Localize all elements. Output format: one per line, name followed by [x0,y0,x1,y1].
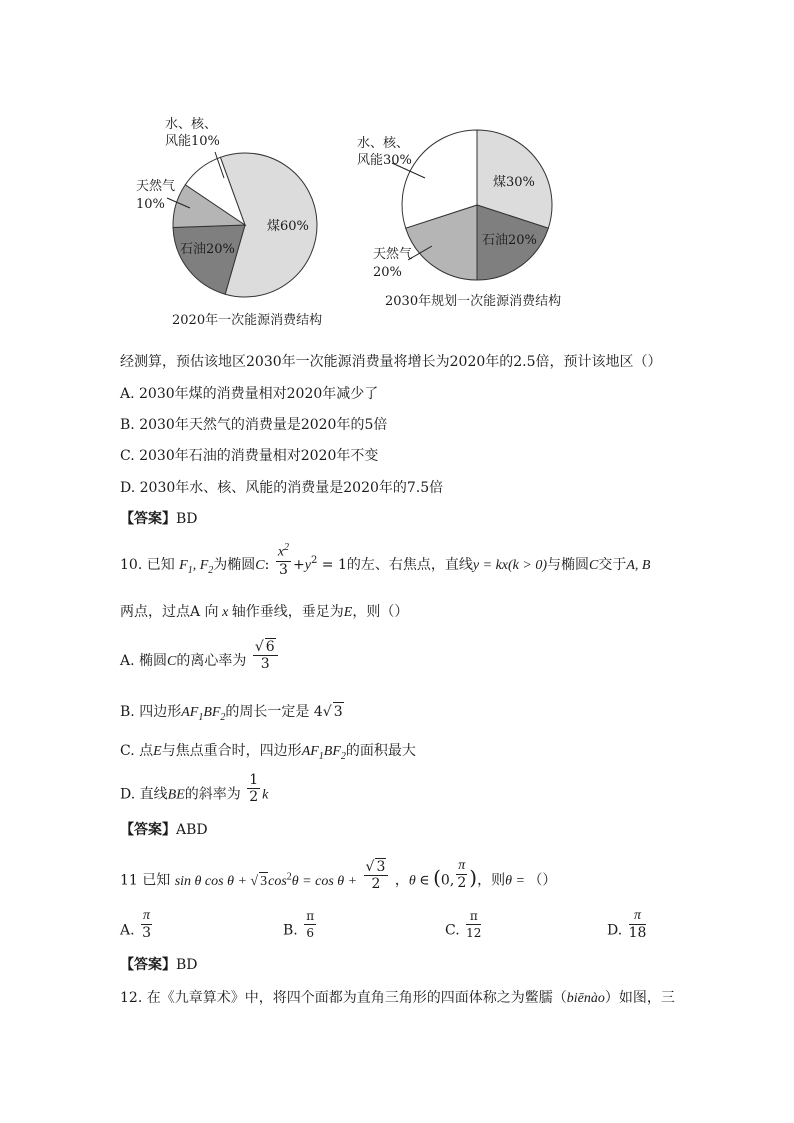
answer-tag: 【答案】 [120,957,176,973]
q12-text-end: ）如图，三 [604,990,675,1006]
caption-2020: 2020年一次能源消费结构 [172,313,323,328]
q10-option-b: B. 四边形$AF_1BF_2$的周长一定是 4√ 3 [120,704,343,723]
q11-end: （） [528,872,557,889]
q10-number: 10. 已知 [120,556,175,573]
label-water-2020-b: 风能10% [165,134,220,149]
answer-tag: 【答案】 [120,822,176,838]
q10-option-c: C. 点E与焦点重合时，四边形$AF_1BF_2$的面积最大 [120,743,416,762]
q9-stem: 经测算，预估该地区2030年一次能源消费量将增长为2020年的2.5倍，预计该地区（） [120,354,662,370]
label-water-2020: 水、核、 [165,117,218,132]
q11-option-c: C. $\frac{\pi}{12}$ [445,909,482,940]
q10-c-mid: 与焦点重合时，四边形 [161,743,302,759]
q10-stem-line1: 10. 已知 $F_1$, $F_2$为椭圆C: $\frac{x^2}{3}$ $+y^2 = 1$的左、右焦点，直线y = kx(k > 0)与椭圆C交于A, B [120,542,651,578]
q10-text-2: 的左、右焦点，直线 [346,556,473,573]
answer-value: ABD [176,822,208,838]
q9-option-d: D. 2030年水、核、风能的消费量是2020年的7.5倍 [120,480,444,496]
label-coal-2030: 煤30% [493,175,535,190]
q10-line2-a: 两点，过点A 向 [120,604,219,620]
label-water-2030-b: 风能30% [357,153,412,168]
answer-value: BD [176,957,198,973]
q12-stem [120,989,675,1008]
caption-2030: 2030年规划一次能源消费结构 [385,294,562,309]
label-gas-2020: 天然气 [136,179,176,194]
q10-option-d: D. 直线BE的斜率为 $\frac{1}{2}$ k [120,772,269,805]
q10-text-3: 与椭圆 [546,556,589,573]
q11-b-label: B. [283,922,298,939]
q11-option-d: D. $\frac{\pi}{18}$ [607,908,647,941]
q10-a-pre: A. 椭圆 [120,653,168,669]
q9-option-a: A. 2030年煤的消费量相对2020年减少了 [120,386,379,402]
q11-stem: 11 已知 sin θ cos θ + √ $3\cos^2\theta = \cos \theta$ + $\frac{√ 3}{2}$ ，θ ∈ (0, $\frac{\pi}{2}$ )，则θ = （） [120,858,557,892]
q11-answer [120,956,198,974]
math-frac-sqrt6-3: $\frac{√ 6}{3}$ [253,638,278,672]
q10-line2-b: 轴作垂线，垂足为 [231,604,344,620]
math-frac-half: $\frac{1}{2}$ [249,772,259,805]
q11-d-label: D. [607,922,623,939]
q9-option-b: B. 2030年天然气的消费量是2020年的5倍 [120,417,388,433]
q10-a-mid: 的离心率为 [176,653,247,669]
q11-number: 11 已知 [120,872,171,889]
q9-option-c: C. 2030年石油的消费量相对2020年不变 [120,448,379,464]
q9-answer [120,510,198,528]
math-frac-sqrt3-2: $\frac{√ 3}{2}$ [364,858,389,892]
label-coal-2020: 煤60% [267,219,309,234]
q12-pinyin: biēnào [566,991,605,1006]
label-oil-2020: 石油20% [180,242,235,257]
pie-chart-2020 [0,0,794,340]
label-gas-2030-b: 20% [373,265,402,280]
label-gas-2030: 天然气 [373,247,413,262]
q10-answer [120,821,208,839]
math-frac-x2-3: $\frac{x^2}{3}$ [277,542,290,578]
q11-a-label: A. [120,922,135,939]
q11-c-label: C. [445,922,460,939]
answer-value: BD [176,511,198,527]
q10-b-pre: B. 四边形 [120,704,182,720]
q10-d-pre: D. 直线 [120,786,168,803]
q10-line2-c: ，则（） [352,604,409,620]
q10-c-post: 的面积最大 [345,743,416,759]
label-gas-2020-b: 10% [136,197,165,212]
q10-b-mid: 的周长一定是 [225,704,310,720]
q11-mid: ，则 [477,872,506,889]
label-oil-2030: 石油20% [482,233,537,248]
q10-text-1: 为椭圆 [213,556,256,573]
q10-d-mid: 的斜率为 [184,786,241,803]
pie-2030-slices [402,130,552,280]
q12-text: 12. 在《九章算术》中，将四个面都为直角三角形的四面体称之为鳖臑（ [120,990,567,1006]
math-line: y = kx(k > 0) [472,557,547,573]
q10-stem-line2: 两点，过点A 向 x 轴作垂线，垂足为E，则（） [120,604,409,620]
q10-c-pre: C. 点 [120,743,154,759]
q10-text-4: 交于 [598,556,627,573]
math-ellipse: C [255,557,265,573]
q11-option-b: B. $\frac{\pi}{6}$ [283,909,315,940]
q10-option-a: A. 椭圆C的离心率为 $\frac{√ 6}{3}$ [120,650,280,672]
q11-option-a: A. $\frac{\pi}{3}$ [120,908,151,941]
math-f1f2: $F_1$, $F_2$ [179,557,214,576]
answer-tag: 【答案】 [120,511,176,527]
label-water-2030: 水、核、 [357,136,410,151]
